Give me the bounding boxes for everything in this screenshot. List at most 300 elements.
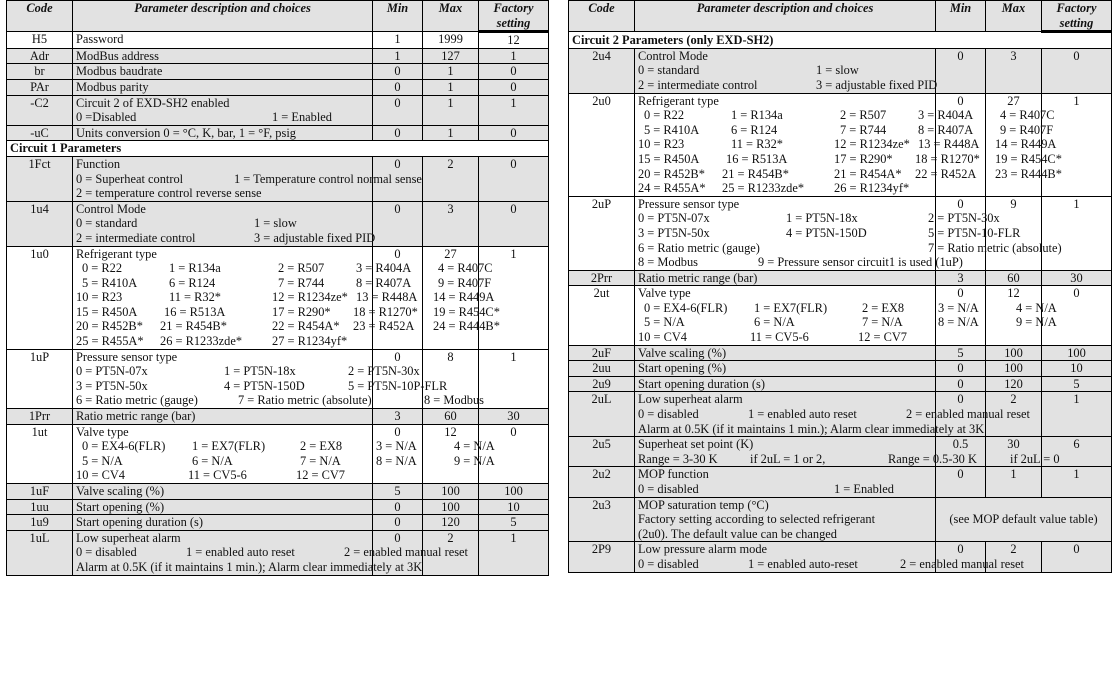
max-value: 27 [986, 93, 1042, 196]
parameter-code: PAr [7, 79, 73, 95]
table-row [7, 125, 549, 141]
choice-option: 1 = EX7(FLR) [192, 439, 266, 454]
header-code: Code [569, 1, 635, 32]
min-value: 3 [936, 270, 986, 286]
choice-line [638, 240, 1062, 256]
parameter-title: Low superheat alarm [638, 392, 743, 407]
max-value: 2 [986, 392, 1042, 437]
parameter-title: Start opening (%) [638, 361, 727, 376]
parameter-title: Low pressure alarm mode [638, 542, 768, 557]
table-row [569, 542, 1112, 572]
choice-line [638, 300, 1057, 316]
max-value: 120 [986, 376, 1042, 392]
choice-option: 1 = enabled auto reset [186, 545, 295, 560]
parameter-title: Control Mode [638, 48, 708, 63]
max-value: 2 [423, 156, 479, 201]
max-value: 100 [986, 345, 1042, 361]
choice-option: 0 = standard [638, 63, 700, 78]
choice-option: 7 = N/A [300, 453, 341, 468]
choice-option: 0 = R22 [82, 261, 123, 276]
choice-option: 10 = R23 [638, 137, 685, 152]
min-value: 0 [373, 125, 423, 141]
header-factory-line2: setting [1059, 15, 1094, 30]
choice-line [638, 211, 1000, 226]
choice-option: 23 = R452A [353, 319, 415, 334]
choice-option: 4 = PT5N-150D [786, 225, 867, 240]
min-value: 0 [373, 246, 423, 349]
factory-setting-value: 6 [1042, 437, 1112, 467]
choice-option: 0 = EX4-6(FLR) [644, 300, 728, 315]
choice-option: 0 = EX4-6(FLR) [82, 439, 166, 454]
parameter-code: 2uu [569, 361, 635, 377]
choice-line [76, 216, 369, 231]
max-value: 120 [423, 515, 479, 531]
choice-line [638, 512, 932, 527]
max-value: 12 [423, 424, 479, 483]
choice-option: 1 = slow [816, 63, 859, 78]
section-band-label: Circuit 1 Parameters [7, 141, 549, 157]
parameter-title: Pressure sensor type [638, 196, 740, 211]
parameter-code: -C2 [7, 95, 73, 125]
parameter-title: Start opening duration (s) [76, 515, 203, 530]
merged-note-cell: (see MOP default value table) [936, 497, 1112, 542]
min-value: 0 [373, 349, 423, 408]
choice-option: 0 = disabled [638, 556, 699, 571]
choice-option: 11 = CV5-6 [188, 468, 247, 483]
choice-option: 2 = EX8 [300, 439, 343, 454]
max-value: 100 [423, 499, 479, 515]
choice-option: 0 = PT5N-07x [638, 211, 710, 226]
choice-option: 1 = Temperature control normal sense [234, 171, 422, 186]
choice-option: 2 = enabled manual reset [344, 545, 468, 560]
min-value: 0 [373, 499, 423, 515]
factory-setting-value: 5 [479, 515, 549, 531]
header-row [569, 1, 1112, 32]
choice-line [76, 378, 448, 394]
section-band-label: Circuit 2 Parameters (only EXD-SH2) [569, 32, 1112, 49]
max-value: 3 [423, 201, 479, 246]
choice-option: 2 = enabled manual reset [900, 556, 1024, 571]
header-description: Parameter description and choices [635, 1, 936, 32]
choice-option: Range = 0.5-30 K [888, 451, 977, 466]
choice-line [76, 439, 495, 454]
right-parameter-table [568, 0, 1112, 573]
factory-setting-value: 0 [479, 64, 549, 80]
choice-line [638, 315, 1057, 330]
parameter-description [73, 246, 500, 349]
parameter-description [635, 361, 936, 377]
parameter-code: 2P9 [569, 542, 635, 572]
header-factory-line2: setting [496, 15, 531, 30]
choice-option: 3 = PT5N-50x [76, 378, 148, 393]
choice-option: Range = 3-30 K [638, 451, 718, 466]
table-row [569, 48, 1112, 93]
factory-setting-value: 30 [1042, 270, 1112, 286]
choice-option: 1 = enabled auto reset [748, 407, 857, 422]
choice-option: 8 = Modbus [424, 393, 484, 408]
min-value: 0 [936, 196, 986, 270]
left-table-body [7, 32, 549, 575]
choice-option: 4 = R407C [1000, 108, 1055, 123]
choice-option: 12 = CV7 [296, 468, 345, 483]
choice-line [76, 319, 500, 334]
choice-option: 24 = R455A* [638, 181, 706, 196]
choice-option: 4 = N/A [454, 439, 495, 454]
choice-option: 14 = R449A [433, 290, 495, 305]
choice-option: 22 = R452A [915, 166, 977, 181]
table-row [7, 32, 549, 49]
parameter-code: H5 [7, 32, 73, 49]
left-parameter-table-wrapper [6, 0, 548, 576]
choice-option: 26 = R1233zde* [160, 334, 243, 349]
choice-line [638, 482, 932, 497]
parameter-description [73, 32, 373, 49]
choice-option: 10 = R23 [76, 290, 123, 305]
choice-option: 26 = R1234yf* [834, 181, 910, 196]
choice-option: 11 = R32* [731, 137, 783, 152]
choice-option: 12 = R1234ze* [834, 137, 910, 152]
parameter-description [73, 409, 373, 425]
choice-option: 2 = intermediate control [638, 77, 758, 92]
parameter-title: MOP function [638, 467, 709, 482]
choice-line [638, 137, 1057, 152]
choice-option: 16 = R513A [726, 151, 788, 166]
table-row [569, 345, 1112, 361]
choice-option: 11 = CV5-6 [750, 330, 809, 345]
choice-option: 2 = enabled manual reset [906, 407, 1030, 422]
parameter-code: Adr [7, 48, 73, 64]
table-row [7, 424, 549, 483]
choice-option: 4 = PT5N-150D [224, 378, 305, 393]
choice-line [76, 171, 422, 187]
choice-option: 3 = R404A [918, 108, 974, 123]
min-value: 0 [936, 93, 986, 196]
choice-line [76, 453, 495, 469]
choice-option: 6 = R124 [169, 275, 216, 290]
choice-option: 17 = R290* [272, 304, 331, 319]
table-row [569, 437, 1112, 467]
choice-line [76, 275, 492, 291]
choice-option: if 2uL = 0 [1010, 451, 1060, 466]
max-value: 12 [986, 286, 1042, 345]
table-row [569, 467, 1112, 497]
min-value: 0 [373, 515, 423, 531]
choice-option: 9 = R407F [1000, 122, 1054, 137]
table-row [7, 349, 549, 408]
choice-option: 2 = EX8 [862, 300, 905, 315]
table-header [569, 1, 1112, 32]
parameter-code: 2u0 [569, 93, 635, 196]
choice-option: 9 = N/A [454, 453, 495, 468]
min-value: 1 [373, 48, 423, 64]
choice-option: 13 = R448A [356, 290, 418, 305]
parameter-title: Valve type [76, 424, 129, 439]
choice-option: 15 = R450A [638, 151, 700, 166]
parameter-title: Start opening (%) [76, 499, 165, 514]
factory-setting-value: 0 [479, 156, 549, 201]
max-value: 100 [423, 484, 479, 500]
parameter-title: Circuit 2 of EXD-SH2 enabled [76, 95, 230, 110]
parameter-code: 2Prr [569, 270, 635, 286]
choice-option: 1 = R134a [169, 261, 221, 276]
choice-option: 0 = disabled [638, 407, 699, 422]
table-row [7, 64, 549, 80]
choice-option: 2 = intermediate control [76, 230, 196, 245]
choice-option: 8 = R407A [918, 122, 974, 137]
max-value: 1 [423, 125, 479, 141]
parameter-description [73, 515, 373, 531]
choice-line [638, 63, 932, 78]
choice-option: 3 = N/A [376, 439, 417, 454]
choice-option: 19 = R454C* [433, 304, 500, 319]
factory-setting-value: 12 [479, 32, 549, 49]
min-value: 0 [373, 424, 423, 483]
choice-option: 5 = PT5N-10-FLR [928, 225, 1021, 240]
choice-option: Factory setting according to selected refrigerant [638, 512, 876, 527]
max-value: 60 [986, 270, 1042, 286]
choice-line [638, 122, 1054, 138]
parameter-description [635, 497, 936, 542]
parameter-title: Refrigerant type [638, 93, 719, 108]
parameter-description [73, 484, 373, 500]
table-row [7, 95, 549, 125]
choice-option: 5 = N/A [82, 453, 123, 468]
table-row [7, 156, 549, 201]
choice-option: 1 = Enabled [272, 110, 332, 125]
header-max: Max [986, 1, 1042, 32]
choice-option: 1 = enabled auto-reset [748, 556, 858, 571]
choice-option: 21 = R454B* [722, 166, 789, 181]
parameter-code: 1uF [7, 484, 73, 500]
choice-line [76, 559, 423, 575]
choice-option: 0 = disabled [76, 545, 137, 560]
choice-option: 13 = R448A [918, 137, 980, 152]
factory-setting-value: 100 [479, 484, 549, 500]
factory-setting-value: 1 [1042, 392, 1112, 437]
header-factory-setting [1042, 1, 1112, 32]
right-parameter-table-wrapper [568, 0, 1111, 573]
parameter-description [73, 95, 373, 125]
choice-option: 3 = PT5N-50x [638, 225, 710, 240]
parameter-description [73, 48, 373, 64]
parameter-code: 1uu [7, 499, 73, 515]
table-row [7, 484, 549, 500]
table-header [7, 1, 549, 32]
header-max: Max [423, 1, 479, 32]
parameter-title: Password [76, 32, 124, 47]
choice-option: 7 = R744 [278, 275, 325, 290]
max-value: 100 [986, 361, 1042, 377]
choice-option: 1 = slow [254, 216, 297, 231]
choice-option: 0 = Superheat control [76, 171, 184, 186]
max-value: 2 [423, 530, 479, 575]
parameter-code: 1Prr [7, 409, 73, 425]
choice-option: 12 = R1234ze* [272, 290, 348, 305]
min-value: 1 [373, 32, 423, 49]
factory-setting-value: 10 [1042, 361, 1112, 377]
choice-option: 9 = Pressure sensor circuit1 is used (1uP) [758, 255, 963, 270]
choice-option: 1 = Enabled [834, 482, 894, 496]
choice-option: 9 = N/A [1016, 315, 1057, 330]
parameter-code: 2uL [569, 392, 635, 437]
factory-setting-value: 1 [1042, 196, 1112, 270]
header-factory-setting [479, 1, 549, 32]
choice-option: 12 = CV7 [858, 330, 907, 345]
choice-line [76, 230, 376, 246]
max-value: 60 [423, 409, 479, 425]
min-value: 0 [373, 95, 423, 125]
table-row [7, 515, 549, 531]
parameter-code: 1u9 [7, 515, 73, 531]
choice-line [638, 108, 1055, 123]
min-value: 3 [373, 409, 423, 425]
choice-option: 1 = R134a [731, 108, 783, 123]
choice-line [638, 225, 1021, 241]
choice-option: 20 = R452B* [638, 166, 705, 181]
choice-option: if 2uL = 1 or 2, [750, 451, 826, 466]
choice-line [638, 151, 1062, 167]
choice-option: 21 = R454B* [160, 319, 227, 334]
choice-option: 1 = EX7(FLR) [754, 300, 828, 315]
choice-option: 3 = adjustable fixed PID [816, 77, 938, 92]
choice-option: 4 = N/A [1016, 300, 1057, 315]
table-row [569, 392, 1112, 437]
choice-line [638, 556, 1024, 572]
parameter-code: br [7, 64, 73, 80]
table-row [7, 201, 549, 246]
choice-option: 7 = Ratio metric (absolute) [928, 240, 1062, 255]
max-value: 1 [423, 64, 479, 80]
choice-option: 3 = R404A [356, 261, 412, 276]
min-value: 0 [936, 361, 986, 377]
choice-option: 0 = disabled [638, 482, 699, 496]
min-value: 0 [373, 79, 423, 95]
parameter-title: Valve type [638, 286, 691, 301]
min-value: 0 [373, 530, 423, 575]
factory-setting-value: 0 [1042, 542, 1112, 572]
choice-option: 8 = R407A [356, 275, 412, 290]
choice-option: 0 = PT5N-07x [76, 364, 148, 379]
table-row [7, 499, 549, 515]
factory-setting-value: 1 [1042, 93, 1112, 196]
choice-option: 5 = PT5N-10P-FLR [348, 378, 448, 393]
table-row [7, 48, 549, 64]
section-band-row [7, 141, 549, 157]
choice-option: 5 = N/A [644, 315, 685, 330]
choice-option: 18 = R1270* [353, 304, 418, 319]
parameter-code: -uC [7, 125, 73, 141]
choice-option: 0 = standard [76, 216, 138, 231]
parameter-code: 2ut [569, 286, 635, 345]
parameter-title: Valve scaling (%) [76, 484, 165, 498]
choice-option: 1 = PT5N-18x [786, 211, 858, 226]
choice-option: 2 = PT5N-30x [928, 211, 1000, 226]
choice-line [638, 421, 985, 437]
parameter-title: Valve scaling (%) [638, 345, 727, 360]
parameter-code: 1ut [7, 424, 73, 483]
choice-option: 0 =Disabled [76, 110, 137, 125]
factory-setting-value: 1 [479, 530, 549, 575]
parameter-code: 2u9 [569, 376, 635, 392]
parameter-title: Modbus parity [76, 79, 149, 94]
factory-setting-value: 10 [479, 499, 549, 515]
choice-option: 9 = R407F [438, 275, 492, 290]
parameter-code: 1u4 [7, 201, 73, 246]
max-value: 8 [423, 349, 479, 408]
parameter-description [635, 196, 1062, 270]
choice-option: 27 = R1234yf* [272, 334, 348, 349]
header-code: Code [7, 1, 73, 32]
parameter-code: 2u5 [569, 437, 635, 467]
parameter-code: 2u4 [569, 48, 635, 93]
choice-option: 4 = R407C [438, 261, 493, 276]
table-row [7, 79, 549, 95]
parameter-description [635, 270, 936, 286]
parameter-title: Modbus baudrate [76, 64, 163, 79]
parameter-description [635, 286, 1057, 345]
factory-setting-value: 0 [1042, 48, 1112, 93]
header-factory-line1: Factory [493, 1, 534, 15]
choice-option: 2 = R507 [278, 261, 325, 276]
parameter-title: Control Mode [76, 201, 146, 216]
factory-setting-value: 100 [1042, 345, 1112, 361]
factory-setting-value: 5 [1042, 376, 1112, 392]
choice-line [638, 181, 932, 196]
factory-setting-value: 30 [479, 409, 549, 425]
parameter-description [73, 499, 373, 515]
parameter-description [635, 376, 936, 392]
choice-option: 3 = N/A [938, 300, 979, 315]
choice-option: 8 = N/A [376, 453, 417, 468]
choice-option: 22 = R454A* [272, 319, 340, 334]
choice-option: 18 = R1270* [915, 151, 980, 166]
min-value: 0 [373, 201, 423, 246]
parameter-code: 1uL [7, 530, 73, 575]
max-value: 9 [986, 196, 1042, 270]
parameter-title: Start opening duration (s) [638, 376, 765, 391]
parameter-code: 2uF [569, 345, 635, 361]
parameter-description [73, 424, 495, 483]
choice-option: 23 = R444B* [995, 166, 1062, 181]
header-row [7, 1, 549, 32]
parameter-description [73, 64, 373, 80]
parameter-code: 1uP [7, 349, 73, 408]
choice-option: 7 = Ratio metric (absolute) [238, 393, 372, 408]
parameter-title: MOP saturation temp (°C) [638, 497, 769, 512]
left-parameter-table [6, 0, 549, 576]
choice-option: 6 = R124 [731, 122, 778, 137]
max-value: 30 [986, 437, 1042, 467]
choice-option: Alarm at 0.5K (if it maintains 1 min.); Alarm clear immediately at 3K [638, 421, 985, 436]
choice-option: 7 = R744 [840, 122, 887, 137]
choice-option: 14 = R449A [995, 137, 1057, 152]
choice-option: 6 = Ratio metric (gauge) [76, 393, 198, 408]
factory-setting-value: 0 [479, 424, 549, 483]
choice-line [638, 330, 932, 345]
parameter-title: Refrigerant type [76, 246, 157, 261]
header-description: Parameter description and choices [73, 1, 373, 32]
min-value: 0 [936, 376, 986, 392]
table-row [569, 497, 1112, 542]
parameter-description [635, 542, 1024, 572]
min-value: 0 [936, 48, 986, 93]
choice-line [76, 110, 369, 125]
choice-option: 6 = N/A [192, 453, 233, 468]
choice-line [76, 468, 369, 483]
min-value: 0 [373, 156, 423, 201]
choice-option: 25 = R455A* [76, 334, 144, 349]
parameter-description [635, 345, 936, 361]
